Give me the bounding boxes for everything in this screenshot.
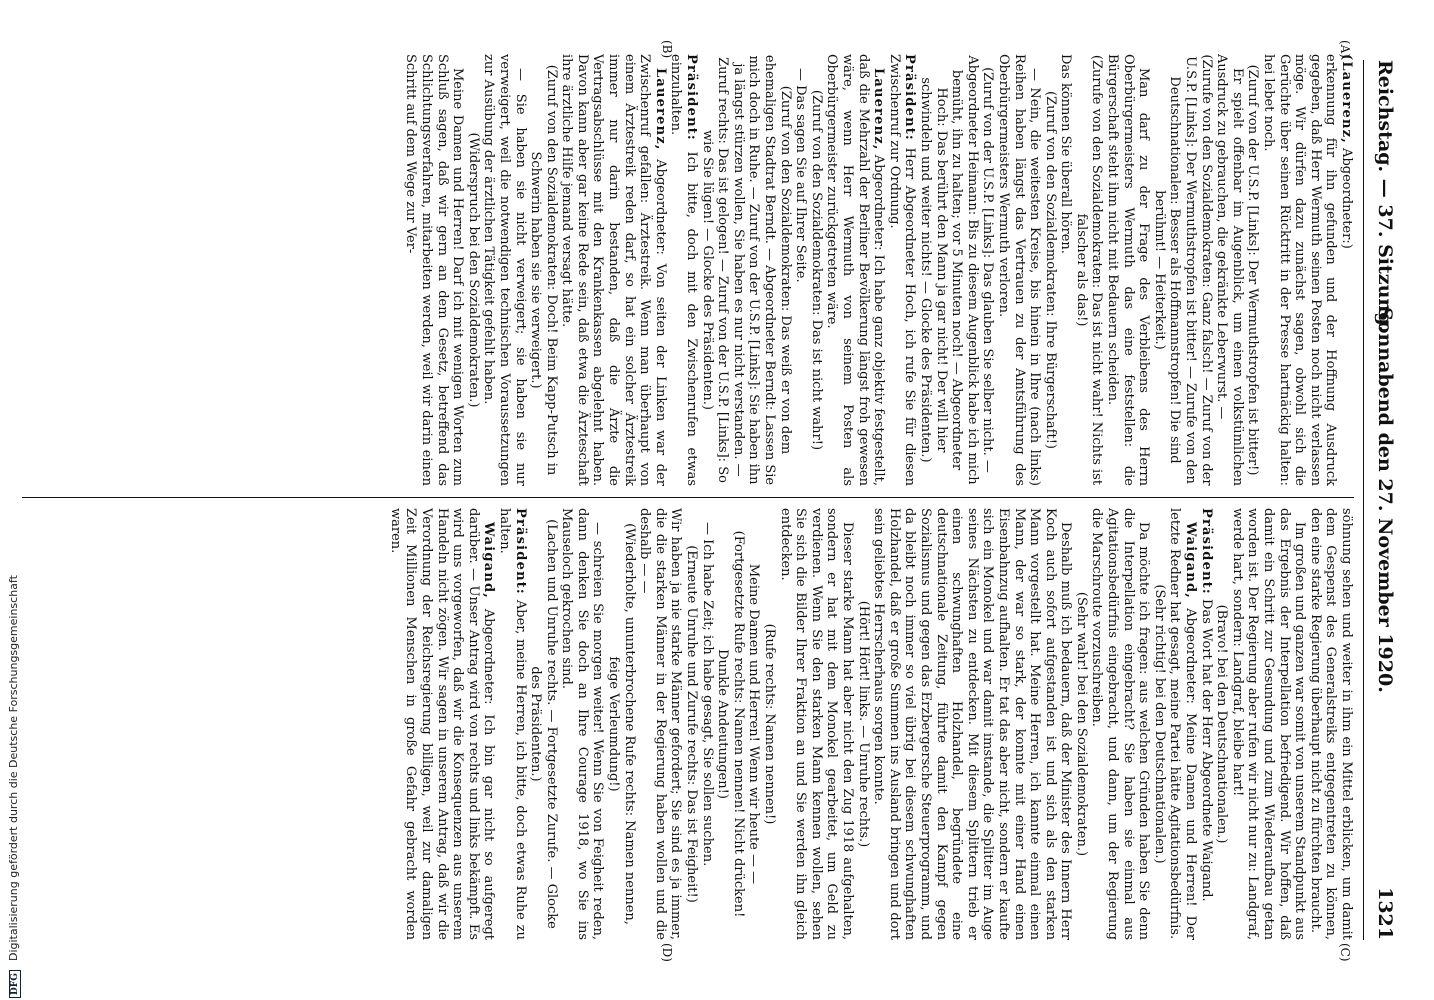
paragraph [1105, 54, 1152, 486]
paragraph [528, 54, 559, 486]
paragraph-text: — Ich habe Zeit; ich habe gesagt, Sie sollen suchen. [699, 522, 715, 867]
speaker-name: (Lauerenz, [1339, 54, 1354, 144]
paragraph [793, 54, 809, 486]
paragraph [871, 508, 1074, 940]
paragraph-text: Das können Sie überall hören. [1058, 54, 1074, 254]
paragraph [528, 508, 559, 940]
paragraph [1214, 54, 1245, 486]
paragraph [777, 508, 855, 940]
paragraph-text: Abgeordneter: Von seiten der Linken war der Zwischenruf gefallen: Ärztestreik. Wenn man überhaupt von einem Ärztestreik reden darf, so hat ein solcher Ärztestreik immer nur darin bestanden, daß die Ärzte die Vertragsabschlüsse mit den Krankenkassen abgelehnt haben. Davon kann aber gar keine Rede sein, daß etwa die Ärzteschaft ihre ärztliche Hilfe jemand versagt hätte. [559, 54, 668, 486]
paragraph-text: Herr Abgeordneter Hoch, ich rufe Sie für diesen Zwischenruf zur Ordnung. [886, 54, 918, 486]
column-divider [22, 497, 1354, 498]
paragraph [824, 54, 886, 486]
paragraph [1167, 508, 1198, 940]
paragraph [668, 54, 699, 486]
paragraph [559, 508, 606, 940]
paragraph [637, 508, 684, 940]
paragraph [699, 508, 715, 940]
paragraph [1307, 508, 1354, 940]
paragraph-text: — Sie haben sie nicht verweigert; sie haben sie nur verweigert, weil die notwendigen technischen Voraussetzungen zur Ausübung der ärztlichen Tätigkeit gefehlt haben. [481, 54, 528, 486]
paragraph-text: Im großen und ganzen war somit von unserem Standpunkt aus das Ergebnis der Interpellation befriedigend. Wir hoffen, daß damit ein Schritt zur Gesundung und zum Wiederaufbau getan worden ist. Der Regierung aber rufen wir nicht nur zu: Landgraf, werde hart, sondern: Landgraf, bleibe hart! [1229, 508, 1308, 940]
margin-mark-c: (C) [1338, 943, 1352, 962]
paragraph [1073, 54, 1104, 486]
paragraph [1089, 508, 1151, 940]
paragraph-text: (Zurufe von den Sozialdemokraten: Das ist nicht wahr! Nichts ist falscher als das!) [1073, 54, 1105, 486]
paragraph-text: Abgeordneter: Meine Damen und Herren! Der letzte Redner hat gesagt, meine Partei hätte Agitationsbedürfnis. [1167, 508, 1199, 940]
paragraph [559, 54, 668, 486]
speaker-name: Präsident: [1198, 508, 1214, 595]
page-number: 1321 [1374, 887, 1396, 940]
running-header [1366, 60, 1396, 940]
paragraph [683, 508, 699, 940]
paragraph-text: (Zuruf von der U.S.P. [Links]: Der Wermuthstropfen ist bitter!) [1245, 64, 1261, 476]
paragraph-text: — Das sagen Sie auf Ihrer Seite. [793, 68, 809, 283]
paragraph-text: Abgeordneter: Ich habe ganz objektiv festgestellt, daß die Mehrzahl der Berliner Bevölkerung längst froh gewesen wäre, wenn Herr Wermuth von seinem Posten als Oberbürgermeister zurückgetreten wäre. [824, 54, 887, 486]
paragraph-text: (Sehr richtig! bei den Deutschnationalen.) [1151, 584, 1167, 864]
paragraph-text: (Zuruf von den Sozialdemokraten: Doch! Beim Kapp-Putsch in Schwerin haben sie sie verweigert.) [528, 64, 559, 476]
paragraph-text: Er spielt offenbar im Augenblick, um einen volkstümlichen Ausdruck zu gebrauchen, die gekränkte Leberwurst. — [1214, 54, 1245, 486]
paragraph [761, 508, 777, 940]
paragraph-text: söhnung sehen und weiter in ihm ein Mittel erblicken, um damit dem Gespenst des Generalstreiks entgegentreten zu können, den eine starke Regierung überhaupt nicht zu fürchten braucht. [1307, 508, 1354, 940]
speaker-name: Präsident: [684, 54, 700, 141]
speaker-name: Lauerenz, [652, 68, 668, 151]
paragraph [917, 54, 995, 486]
paragraph [1058, 54, 1074, 486]
speaker-name: Lauerenz, [871, 68, 887, 151]
paragraph-text: — Nein, die weitesten Kreise, bis hinein in Ihre (nach links) Reihen haben längst das Vertrauen zu der Amtsführung des Oberbürgermeisters Wermuth verloren. [995, 54, 1043, 486]
paragraph [746, 508, 762, 940]
digitization-footer [2, 8, 18, 998]
paragraph-text: (Zurufe von den Sozialdemokraten: Ganz falsch! — Zuruf von der U.S.P. [Links]: Der Wermuthstropfen ist bitter! — Zurufe von den Deutschnationalen: Besser als Hoffmannstropfen! Die sind berühmt! — Heiterkeit.) [1151, 54, 1214, 486]
paragraph-text: (Sehr wahr! bei den Sozialdemokraten.) [1073, 591, 1089, 857]
speaker-name: Waigand, [481, 522, 497, 600]
paragraph-text: (Fortgesetzte Rufe rechts: Namen nennen! Nicht drücken! Dunkle Andeutungen!) [715, 530, 746, 918]
paragraph-text: Aber, meine Herren, ich bitte, doch etwas Ruhe zu halten. [496, 508, 528, 940]
left-text-column [20, 54, 1354, 486]
paragraph-text: Abgeordneter: Ich bin gar nicht so aufgeregt darüber. — Unser Antrag wird von rechts und links bekämpft. Es wird uns vorgeworfen, daß wir die Konsequenzen aus unserem Handeln nicht zögen. Wir sagen in unserem Antrag, daß wir die Verordnung der Reichsregierung billigen, weil zur damaligen Zeit Millionen Menschen in große Gefahr gebracht worden waren. [387, 508, 497, 940]
paragraph-text: (Lachen und Unruhe rechts. — Fortgesetzte Zurufe. — Glocke des Präsidenten.) [528, 519, 559, 929]
header-center: Sonnabend den 27. November 1920. [1374, 307, 1396, 693]
paragraph-text: (Widerspruch bei den Sozialdemokraten.) [465, 132, 481, 408]
paragraph-text: (Zuruf von der U.S.P. [Links]: Das glauben Sie selber nicht. — Abgeordneter Heimann: Bis zu diesem Augenblick habe ich mich bemüht, ihn zu halten; vor 5 Minuten noch! — Abgeordneter Hoch: Das berührt den Mann ja gar nicht! Der will hier schwindeln und weiter nichts! — Glocke des Präsidenten.) [917, 55, 996, 485]
paragraph-text: Meine Damen und Herren! Wenn wir heute — — [746, 563, 762, 885]
paragraph [1260, 54, 1338, 486]
speaker-name: Präsident: [902, 54, 918, 141]
paragraph [1245, 54, 1261, 486]
paragraph-text: (Wiederholte, ununterbrochene Rufe rechts: Namen nennen, feige Verleumdung!) [606, 523, 637, 925]
margin-mark-d: (D) [660, 943, 674, 962]
paragraph [995, 54, 1042, 486]
paragraph [1151, 508, 1167, 940]
paragraph-text: (Bravo! bei den Deutschnationalen.) [1214, 604, 1230, 844]
paragraph-text: Dieser starke Mann hat aber nicht den Zug 1918 aufgehalten, sondern er hat mit dem Monokel gearbeitet, um Geld zu verdienen. Wenn Sie den starken Mann kennen wollen, sehen Sie sich die Bilder Ihrer Fraktion an und Sie werden ihn gleich entdecken. [777, 508, 855, 940]
paragraph-text: Deshalb muß ich bedauern, daß der Minister des Innern Herr Koch auch sofort aufgestanden ist und sich als den starken Mann vorgestellt hat. Meine Herren, ich kannte einmal einen Mann, der war so stark, der konnte mit einer Hand einen Eisenbahnzug aufhalten. Er tat das aber nicht, sondern er kaufte sich ein Monokel und war damit imstande, die Splitter im Auge seines Nächsten zu entdecken. Mit diesem Splittern trieb er einen schwunghaften Holzhandel, begründete eine deutschnationale Zeitung, führte damit den Kampf gegen Sozialismus und gegen das Erzbergersche Steuerprogramm, und da bleibt noch immer so viel übrig bei diesem schwunghaften Holzhandel, daß er große Summen ins Ausland bringen und dort sein geliebtes Herrscherhaus sorgen konnte. [871, 508, 1074, 940]
margin-mark-a: (A) [1338, 40, 1352, 59]
paragraph [481, 54, 528, 486]
paragraph [886, 54, 917, 486]
paragraph-text: (Zuruf von den Sozialdemokraten: Das ist nicht wahr!) [808, 89, 824, 451]
paragraph [1073, 508, 1089, 940]
paragraph [387, 508, 496, 940]
paragraph-text: erkennung für ihn gefunden und der Hoffnung Ausdruck gegeben, daß Herr Wermuth seinen Posten noch nicht verlassen möge. Wir dürfen dazu zunächst sagen, obwohl sich die Gerüchte über seinen Rücktritt in der Presse hartnäckig halten: hei lebet noch. [1261, 54, 1339, 486]
dfg-logo: DFG [9, 970, 21, 998]
footer-text: Digitalisierung gefördert durch die Deutsche Forschungsgemeinschaft [7, 575, 20, 962]
paragraph-text: Ich bitte, doch mit den Zwischenrufen etwas einzuhalten. [668, 54, 700, 486]
header-rule [1363, 60, 1364, 940]
paragraph-text: Da möchte ich fragen: aus welchen Gründen haben Sie denn die Interpellation eingebracht? Sie haben sie einmal aus Agitationsbedürfnis eingebracht, und dann, um der Regierung die Marschroute vorzuschreiben. [1089, 508, 1152, 940]
header-left: Reichstag. — 37. Sitzung. [1374, 60, 1396, 333]
paragraph [699, 54, 793, 486]
paragraph-text: Man darf zu der Frage des Verbleibens des Herrn Oberbürgermeisters Wermuth das eine feststellen: die Bürgerschaft steht ihm nicht mit Bedauern scheiden. [1105, 54, 1152, 486]
paragraph-text: Das Wort hat der Herr Abgeordnete Waigand. [1198, 594, 1214, 902]
paragraph-text: (Hört! Hört! links. — Unruhe rechts.) [855, 600, 871, 848]
paragraph [1214, 508, 1230, 940]
paragraph-text: (Zuruf von den Sozialdemokraten: Ihre Bürgerschaft!) [1042, 91, 1058, 449]
paragraph-text: (Rufe rechts: Namen nennen!) [762, 623, 778, 825]
paragraph [715, 508, 746, 940]
paragraph [808, 54, 824, 486]
paragraph [855, 508, 871, 940]
paragraph [496, 508, 527, 940]
right-text-column [20, 508, 1354, 940]
paragraph [1042, 54, 1058, 486]
paragraph-text: (Zuruf von den Sozialdemokraten: Das weiß er von dem ehemaligen Stadtrat Berndt. — Abgeordneter Berndt: Lassen Sie mich doch in Ruhe. — Zuruf von der U.S.P. [Links]: Sie haben ihn ja längst stürzen wollen, Sie haben es nur nicht verstanden. — Zuruf rechts: Das ist gelogen! — Zuruf von der U.S.P. [Links]: So wie Sie lügen! — Glocke des Präsidenten.) [699, 54, 793, 486]
speaker-name: Präsident: [512, 508, 528, 595]
paragraph-text: Abgeordneter:) [1339, 143, 1354, 249]
paragraph [465, 54, 481, 486]
paragraph [403, 54, 465, 486]
paragraph-text: — schreien Sie morgen weiter! Wenn Sie von Feigheit reden, dann denken Sie doch an Ihre Courage 1918, wo Sie ins Mauseloch gekrochen sind. [559, 508, 606, 940]
speaker-name: Waigand, [1183, 522, 1199, 600]
paragraph [1198, 508, 1214, 940]
paragraph [1229, 508, 1307, 940]
paragraph-text: Wir haben ja nie starke Männer gefordert; Sie sind es ja immer, die die starken Männer in der Regierung haben wollen und die deshalb — — [637, 508, 684, 940]
paragraph-text: (Erneute Unruhe und Zurufe rechts: Das ist Feigheit!) [684, 545, 700, 903]
margin-mark-b: (B) [660, 40, 674, 59]
paragraph [606, 508, 637, 940]
paragraph [1338, 54, 1354, 486]
paragraph-text: Meine Damen und Herren! Darf ich mit wenigen Worten zum Schluß sagen, daß wir gern an dem Gesetz, betreffend das Schlichtungsverfahren, mitarbeiten werden, weil wir darin einen Schritt auf dem Wege zur Ver- [403, 54, 466, 486]
paragraph [1151, 54, 1213, 486]
